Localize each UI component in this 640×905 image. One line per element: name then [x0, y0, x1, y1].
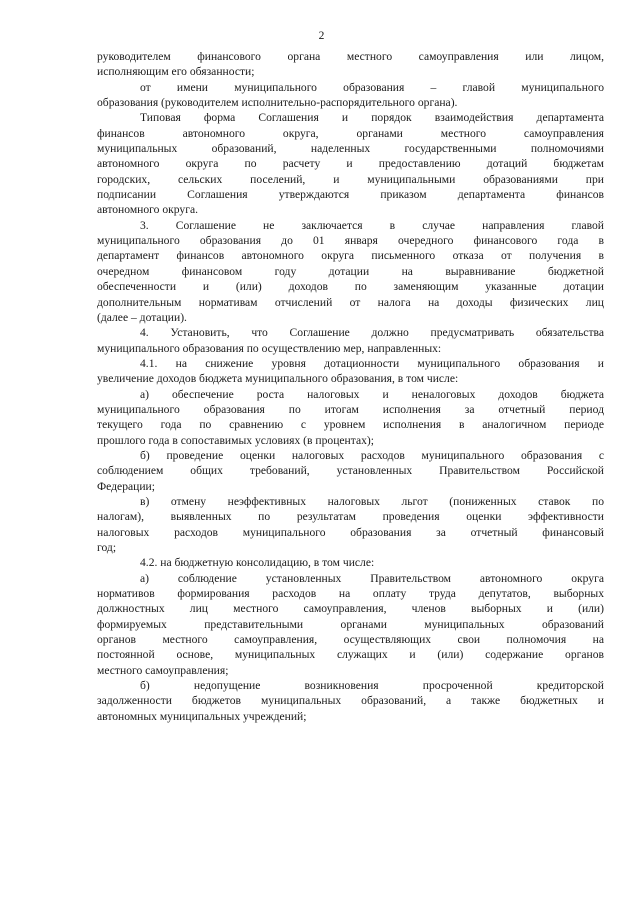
text-line: подписании Соглашения утверждаются приказом департамента финансов	[97, 188, 604, 202]
text-line: а) соблюдение установленных Правительством автономного округа	[140, 571, 604, 585]
text-line: руководителем финансового органа местного самоуправления или лицом,	[97, 50, 604, 63]
text-line: городских, сельских поселений, и муниципальными образованиями при	[97, 172, 604, 186]
text-line: год;	[97, 541, 117, 554]
text-line: образования (руководителем исполнительно-распорядительного органа).	[97, 96, 458, 110]
text-line: муниципального образования по итогам исполнения за отчетный период	[97, 402, 604, 416]
text-line: обеспеченности и (или) доходов по заменяющим указанные дотации	[97, 280, 604, 294]
text-line: налоговых расходов муниципального образования за отчетный финансовый	[97, 525, 604, 539]
text-line: 3. Соглашение не заключается в случае направления главой	[140, 218, 604, 232]
text-line: соблюдением общих требований, установленных Правительством Российской	[97, 464, 604, 478]
text-line: автономного округа.	[97, 203, 198, 217]
text-line: а) обеспечение роста налоговых и неналоговых доходов бюджета	[140, 387, 604, 401]
text-line: автономных муниципальных учреждений;	[97, 709, 307, 723]
text-line: увеличение доходов бюджета муниципального образования, в том числе:	[97, 372, 459, 386]
text-line: автономного округа по расчету и предоставлению дотаций бюджетам	[97, 157, 604, 171]
page-number: 2	[318, 30, 325, 42]
text-line: исполняющим его обязанности;	[97, 65, 255, 79]
text-line: департамент финансов автономного округа письменного отказа от получения в	[97, 249, 604, 263]
text-line: задолженности бюджетов муниципальных образований, а также бюджетных и	[97, 694, 604, 708]
text-line: текущего года по сравнению с уровнем исполнения в аналогичном периоде	[97, 418, 604, 432]
text-line: постоянной основе, муниципальных служащих и (или) содержание органов	[97, 648, 604, 662]
text-line: налогам), выявленных по результатам проведения оценки эффективности	[97, 510, 604, 524]
text-line: формируемых представительными органами муниципальных образований	[97, 617, 604, 631]
text-line: прошлого года в сопоставимых условиях (в процентах);	[97, 433, 374, 447]
text-line: местного самоуправления;	[97, 663, 229, 677]
text-line: от имени муниципального образования – главой муниципального	[140, 80, 604, 94]
text-line: финансов автономного округа, органами местного самоуправления	[97, 126, 604, 140]
text-line: б) проведение оценки налоговых расходов муниципального образования с	[140, 448, 604, 462]
text-line: муниципального образования по осуществлению мер, направленных:	[97, 341, 442, 355]
document-body	[97, 49, 604, 724]
text-line: Федерации;	[97, 479, 155, 493]
text-line: муниципальных образований, наделенных государственными полномочиями	[97, 142, 604, 156]
text-line: дополнительным нормативам отчислений от налога на доходы физических лиц	[97, 295, 604, 309]
text-line: б) недопущение возникновения просроченной кредиторской	[140, 679, 604, 693]
text-line: 4.2. на бюджетную консолидацию, в том числе:	[140, 556, 375, 570]
text-line: 4.1. на снижение уровня дотационности муниципального образования и	[140, 356, 604, 370]
text-line: очередном финансовом году дотации на выравнивание бюджетной	[97, 264, 604, 278]
text-line: 4. Установить, что Соглашение должно предусматривать обязательства	[140, 326, 604, 340]
text-line: нормативов формирования расходов на оплату труда депутатов, выборных	[97, 587, 604, 601]
text-line: должностных лиц местного самоуправления, членов выборных и (или)	[97, 602, 604, 616]
text-line: органов местного самоуправления, осуществляющих свои полномочия на	[97, 633, 604, 647]
text-line: Типовая форма Соглашения и порядок взаимодействия департамента	[140, 111, 604, 125]
text-line: муниципального образования до 01 января очередного финансового года в	[97, 234, 604, 248]
text-line: в) отмену неэффективных налоговых льгот (пониженных ставок по	[140, 494, 604, 508]
text-line: (далее – дотации).	[97, 310, 187, 324]
